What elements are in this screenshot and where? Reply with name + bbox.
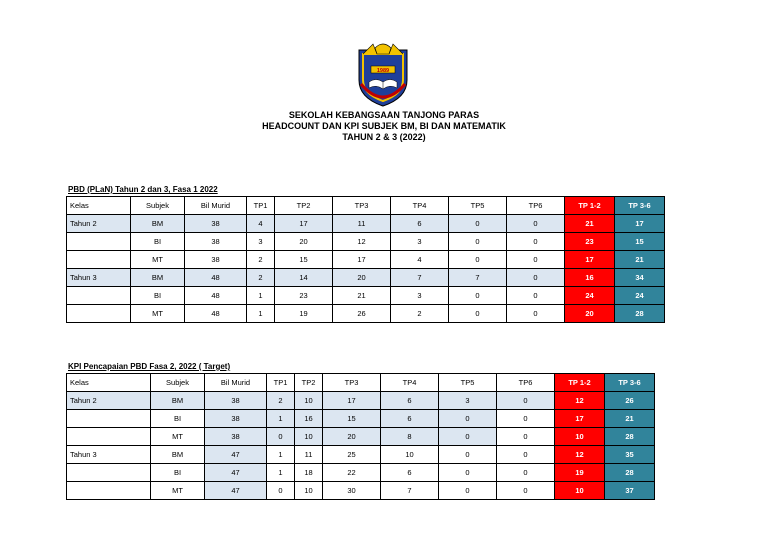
cell-bil: 47 <box>205 464 267 482</box>
cell-tp5: 0 <box>449 233 507 251</box>
cell-subjek: BM <box>151 392 205 410</box>
kpi-fasa2-table <box>66 373 655 500</box>
cell-tp6: 0 <box>497 428 555 446</box>
cell-tp12: 23 <box>565 233 615 251</box>
cell-tp1: 3 <box>247 233 275 251</box>
cell-bil: 48 <box>185 305 247 323</box>
table-row <box>67 215 665 233</box>
column-header: TP 3-6 <box>605 374 655 392</box>
column-header: Kelas <box>67 374 151 392</box>
cell-tp5: 0 <box>449 251 507 269</box>
cell-tp6: 0 <box>507 233 565 251</box>
column-header: Bil Murid <box>185 197 247 215</box>
cell-tp12: 17 <box>555 410 605 428</box>
cell-subjek: BM <box>151 446 205 464</box>
table-row <box>67 428 655 446</box>
cell-tp1: 1 <box>267 464 295 482</box>
table-header-row <box>67 374 655 392</box>
cell-tp2: 10 <box>295 392 323 410</box>
cell-subjek: MT <box>131 305 185 323</box>
cell-subjek: BI <box>151 410 205 428</box>
cell-subjek: BI <box>151 464 205 482</box>
cell-tp3: 20 <box>323 428 381 446</box>
table-row <box>67 305 665 323</box>
report-subtitle: HEADCOUNT DAN KPI SUBJEK BM, BI DAN MATEMATIK <box>262 121 506 131</box>
table-row <box>67 446 655 464</box>
cell-tp4: 6 <box>391 215 449 233</box>
cell-tp2: 11 <box>295 446 323 464</box>
cell-tp4: 6 <box>381 410 439 428</box>
cell-tp6: 0 <box>507 287 565 305</box>
cell-tp12: 12 <box>555 392 605 410</box>
column-header: TP 1-2 <box>565 197 615 215</box>
table-row <box>67 269 665 287</box>
column-header: Bil Murid <box>205 374 267 392</box>
cell-tp3: 12 <box>333 233 391 251</box>
cell-tp1: 1 <box>247 305 275 323</box>
cell-tp3: 11 <box>333 215 391 233</box>
column-header: Subjek <box>131 197 185 215</box>
column-header: TP5 <box>439 374 497 392</box>
cell-tp12: 16 <box>565 269 615 287</box>
cell-tp4: 3 <box>391 233 449 251</box>
cell-tp1: 1 <box>247 287 275 305</box>
cell-tp2: 10 <box>295 482 323 500</box>
cell-bil: 48 <box>185 269 247 287</box>
cell-tp5: 0 <box>449 215 507 233</box>
report-year-line: TAHUN 2 & 3 (2022) <box>342 132 426 142</box>
cell-tp6: 0 <box>497 410 555 428</box>
cell-tp2: 20 <box>275 233 333 251</box>
cell-bil: 38 <box>205 392 267 410</box>
cell-tp5: 0 <box>439 428 497 446</box>
cell-tp1: 2 <box>247 269 275 287</box>
cell-tp1: 0 <box>267 428 295 446</box>
cell-tp6: 0 <box>497 446 555 464</box>
column-header: TP3 <box>323 374 381 392</box>
column-header: TP 1-2 <box>555 374 605 392</box>
cell-bil: 47 <box>205 446 267 464</box>
cell-tp3: 20 <box>333 269 391 287</box>
cell-tp1: 2 <box>267 392 295 410</box>
table1-title: PBD (PLaN) Tahun 2 dan 3, Fasa 1 2022 <box>68 185 218 194</box>
cell-tp36: 35 <box>605 446 655 464</box>
pbd-fasa1-table <box>66 196 665 323</box>
cell-bil: 38 <box>185 233 247 251</box>
cell-tp3: 17 <box>333 251 391 269</box>
cell-tp4: 7 <box>381 482 439 500</box>
cell-tp12: 21 <box>565 215 615 233</box>
cell-tp6: 0 <box>497 392 555 410</box>
cell-tp36: 37 <box>605 482 655 500</box>
cell-tp4: 6 <box>381 392 439 410</box>
cell-tp6: 0 <box>497 464 555 482</box>
cell-tp1: 2 <box>247 251 275 269</box>
column-header: TP1 <box>247 197 275 215</box>
school-name: SEKOLAH KEBANGSAAN TANJONG PARAS <box>288 110 480 120</box>
cell-tp3: 21 <box>333 287 391 305</box>
cell-tp36: 34 <box>615 269 665 287</box>
table-row <box>67 482 655 500</box>
cell-tp6: 0 <box>507 269 565 287</box>
column-header: Subjek <box>151 374 205 392</box>
table-row <box>67 287 665 305</box>
cell-tp12: 24 <box>565 287 615 305</box>
table-row <box>67 464 655 482</box>
cell-tp1: 1 <box>267 410 295 428</box>
column-header: TP4 <box>381 374 439 392</box>
cell-tp2: 16 <box>295 410 323 428</box>
cell-tp3: 15 <box>323 410 381 428</box>
cell-tp2: 23 <box>275 287 333 305</box>
cell-bil: 38 <box>205 410 267 428</box>
table-header-row <box>67 197 665 215</box>
cell-tp2: 10 <box>295 428 323 446</box>
cell-tp12: 20 <box>565 305 615 323</box>
cell-tp3: 25 <box>323 446 381 464</box>
cell-tp6: 0 <box>497 482 555 500</box>
cell-tp12: 10 <box>555 428 605 446</box>
cell-kelas <box>67 482 151 500</box>
cell-subjek: BM <box>131 215 185 233</box>
column-header: TP6 <box>497 374 555 392</box>
cell-tp3: 22 <box>323 464 381 482</box>
cell-tp5: 0 <box>439 446 497 464</box>
cell-tp5: 0 <box>449 305 507 323</box>
cell-kelas <box>67 464 151 482</box>
cell-subjek: BM <box>131 269 185 287</box>
cell-tp3: 30 <box>323 482 381 500</box>
column-header: TP5 <box>449 197 507 215</box>
cell-tp2: 14 <box>275 269 333 287</box>
cell-kelas <box>67 410 151 428</box>
cell-subjek: MT <box>151 428 205 446</box>
cell-tp4: 6 <box>381 464 439 482</box>
cell-tp36: 17 <box>615 215 665 233</box>
table-row <box>67 251 665 269</box>
cell-tp4: 3 <box>391 287 449 305</box>
cell-bil: 48 <box>185 287 247 305</box>
document-header <box>0 110 768 143</box>
cell-subjek: MT <box>151 482 205 500</box>
cell-tp2: 15 <box>275 251 333 269</box>
cell-tp4: 8 <box>381 428 439 446</box>
cell-tp36: 28 <box>615 305 665 323</box>
cell-tp12: 17 <box>565 251 615 269</box>
table-row <box>67 233 665 251</box>
cell-tp5: 3 <box>439 392 497 410</box>
cell-tp2: 17 <box>275 215 333 233</box>
cell-tp12: 19 <box>555 464 605 482</box>
column-header: TP 3-6 <box>615 197 665 215</box>
table2-title: KPI Pencapaian PBD Fasa 2, 2022 ( Target) <box>68 362 231 371</box>
cell-tp36: 28 <box>605 428 655 446</box>
cell-kelas <box>67 233 131 251</box>
cell-tp6: 0 <box>507 215 565 233</box>
cell-bil: 38 <box>205 428 267 446</box>
cell-tp36: 15 <box>615 233 665 251</box>
table-row <box>67 410 655 428</box>
school-crest-logo <box>353 40 413 108</box>
cell-tp6: 0 <box>507 251 565 269</box>
crest-year-text: 1989 <box>376 68 390 74</box>
column-header: TP2 <box>295 374 323 392</box>
column-header: TP1 <box>267 374 295 392</box>
cell-tp36: 28 <box>605 464 655 482</box>
cell-kelas <box>67 287 131 305</box>
cell-bil: 38 <box>185 251 247 269</box>
cell-kelas: Tahun 2 <box>67 392 151 410</box>
cell-subjek: BI <box>131 287 185 305</box>
cell-subjek: MT <box>131 251 185 269</box>
cell-tp4: 7 <box>391 269 449 287</box>
column-header: TP6 <box>507 197 565 215</box>
cell-tp5: 0 <box>439 482 497 500</box>
cell-kelas <box>67 251 131 269</box>
cell-tp6: 0 <box>507 305 565 323</box>
cell-tp1: 0 <box>267 482 295 500</box>
cell-subjek: BI <box>131 233 185 251</box>
cell-tp12: 10 <box>555 482 605 500</box>
cell-bil: 38 <box>185 215 247 233</box>
cell-tp1: 4 <box>247 215 275 233</box>
cell-kelas: Tahun 2 <box>67 215 131 233</box>
column-header: TP4 <box>391 197 449 215</box>
column-header: TP3 <box>333 197 391 215</box>
cell-tp2: 19 <box>275 305 333 323</box>
cell-tp4: 4 <box>391 251 449 269</box>
cell-tp5: 0 <box>449 287 507 305</box>
cell-tp36: 21 <box>605 410 655 428</box>
cell-tp36: 21 <box>615 251 665 269</box>
cell-kelas: Tahun 3 <box>67 446 151 464</box>
cell-kelas: Tahun 3 <box>67 269 131 287</box>
cell-tp4: 2 <box>391 305 449 323</box>
table-row <box>67 392 655 410</box>
cell-tp5: 7 <box>449 269 507 287</box>
cell-tp12: 12 <box>555 446 605 464</box>
cell-tp5: 0 <box>439 464 497 482</box>
cell-kelas <box>67 305 131 323</box>
cell-tp5: 0 <box>439 410 497 428</box>
column-header: Kelas <box>67 197 131 215</box>
cell-tp36: 26 <box>605 392 655 410</box>
cell-tp36: 24 <box>615 287 665 305</box>
cell-tp3: 17 <box>323 392 381 410</box>
cell-tp3: 26 <box>333 305 391 323</box>
column-header: TP2 <box>275 197 333 215</box>
cell-tp1: 1 <box>267 446 295 464</box>
cell-tp2: 18 <box>295 464 323 482</box>
cell-bil: 47 <box>205 482 267 500</box>
cell-kelas <box>67 428 151 446</box>
cell-tp4: 10 <box>381 446 439 464</box>
